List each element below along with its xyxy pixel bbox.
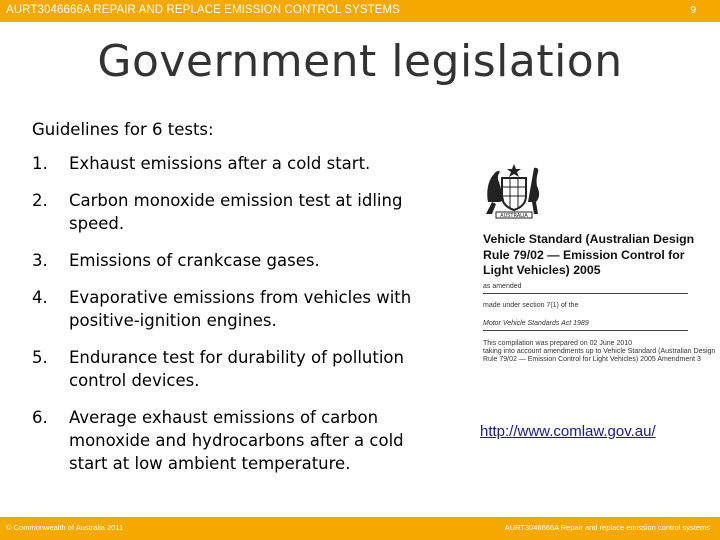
list-item <box>32 152 432 175</box>
item-text: Emissions of crankcase gases. <box>69 251 320 270</box>
list-item <box>32 249 432 272</box>
divider <box>483 330 688 331</box>
compilation-line-2: taking into account amendments up to Vehicle Standard (Australian Design <box>483 348 716 355</box>
coat-of-arms-icon <box>482 162 546 220</box>
footer-course-title: AURT3046666A Repair and replace emission control systems <box>504 523 710 532</box>
item-number: 3. <box>32 251 48 270</box>
copyright-text: © Commonwealth of Australia 2011 <box>6 523 124 532</box>
made-under-text: made under section 7(1) of the <box>483 302 579 309</box>
compilation-line-1: This compilation was prepared on 02 June 2010 <box>483 340 633 347</box>
item-number: 5. <box>32 348 48 367</box>
legislation-document-image <box>480 162 716 377</box>
header-bar <box>0 0 720 22</box>
item-text: Exhaust emissions after a cold start. <box>69 154 371 173</box>
act-title: Motor Vehicle Standards Act 1989 <box>483 320 589 327</box>
slide-title: Government legislation <box>97 36 623 87</box>
item-number: 1. <box>32 154 48 173</box>
list-item <box>32 286 432 332</box>
item-text: Evaporative emissions from vehicles with positive-ignition engines. <box>69 288 412 330</box>
intro-text: Guidelines for 6 tests: <box>32 120 214 139</box>
as-amended-text: as amended <box>483 283 522 290</box>
crest-label: AUSTRALIA <box>500 213 528 219</box>
footer-bar <box>0 517 720 540</box>
page-number: 9 <box>690 5 696 16</box>
list-item <box>32 346 432 392</box>
course-title: AURT3046666A REPAIR AND REPLACE EMISSION CONTROL SYSTEMS <box>6 4 400 16</box>
item-text: Average exhaust emissions of carbon monoxide and hydrocarbons after a cold start at low ambient temperature. <box>69 408 404 473</box>
list-item <box>32 189 432 235</box>
document-title: Vehicle Standard (Australian Design Rule 79/02 — Emission Control for Light Vehicles) 2005 <box>483 232 695 277</box>
divider <box>483 293 688 294</box>
list-item <box>32 406 432 475</box>
comlaw-link[interactable]: http://www.comlaw.gov.au/ <box>480 423 656 440</box>
compilation-line-3: Rule 79/02 — Emission Control for Light Vehicles) 2005 Amendment 3 <box>483 356 701 363</box>
item-number: 6. <box>32 408 48 427</box>
item-number: 2. <box>32 191 48 210</box>
item-number: 4. <box>32 288 48 307</box>
test-list <box>32 152 432 489</box>
item-text: Carbon monoxide emission test at idling speed. <box>69 191 403 233</box>
item-text: Endurance test for durability of pollution control devices. <box>69 348 404 390</box>
